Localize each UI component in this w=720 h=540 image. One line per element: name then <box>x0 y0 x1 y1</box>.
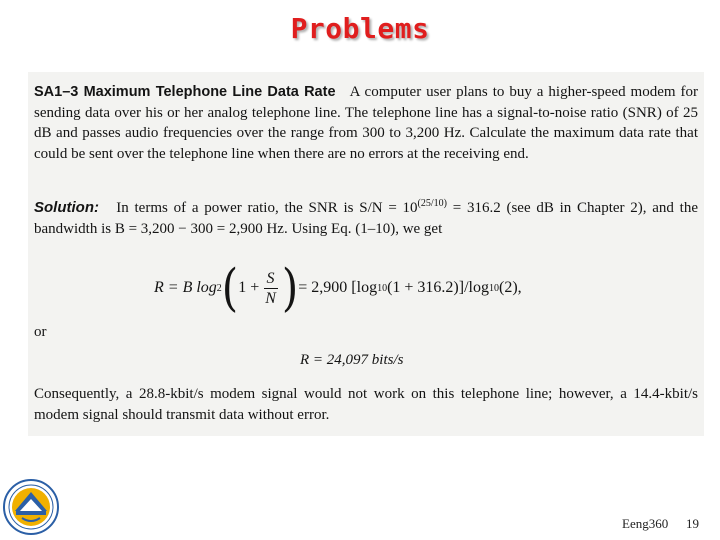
eq1-lhs-sub: 2 <box>216 282 222 294</box>
eq1-rhs-a: = 2,900 [log <box>298 279 378 296</box>
result-equation <box>300 352 403 369</box>
fraction-denominator: N <box>265 289 276 307</box>
problem-heading: SA1–3 Maximum Telephone Line Data Rate <box>34 84 336 100</box>
snr-fraction <box>262 269 279 308</box>
right-paren: ) <box>281 258 299 317</box>
eq1-rhs-sub2: 10 <box>488 282 499 294</box>
course-code: Eeng360 <box>622 516 669 531</box>
eq1-rhs-c: (2), <box>498 279 522 296</box>
university-seal-icon <box>2 478 60 536</box>
or-text: or <box>34 324 47 340</box>
solution-text-b: = 316.2 (see dB in Chapter 2), and the bandwidth is B = 3,200 − 300 = 2,900 Hz. Using Eq. (1–10), we get <box>34 200 698 237</box>
fraction-numerator: S <box>264 269 278 289</box>
solution-label: Solution: <box>34 199 99 216</box>
solution-text-a: In terms of a power ratio, the SNR is S/N = 10 <box>116 200 418 216</box>
capacity-equation <box>154 258 522 318</box>
eq1-rhs-b: (1 + 316.2)]/log <box>387 279 489 296</box>
problem-text: A computer user plans to buy a higher-speed modem for sending data over his or her analog telephone line. The telephone line has a signal-to-noise ratio (SNR) of 25 dB and passes audio frequencies over the range from 300 to 3,200 Hz. Calculate the maximum data rate that could be sent over the telephone line when there are no errors at the receiving end. <box>34 84 699 162</box>
scanned-problem <box>28 72 704 436</box>
left-paren: ( <box>221 258 239 317</box>
problem-statement <box>34 82 698 164</box>
solution-text <box>34 198 698 239</box>
conclusion-text: Consequently, a 28.8-kbit/s modem signal would not work on this telephone line; however, a 14.4-kbit/s modem signal should transmit data without error. <box>34 386 698 423</box>
eq1-rhs-sub1: 10 <box>377 282 388 294</box>
eq1-lhs: R = B log <box>154 279 217 296</box>
snr-exponent: (25/10) <box>417 198 447 209</box>
slide-title: Problems <box>290 12 430 45</box>
result-value: R = 24,097 bits/s <box>300 352 404 368</box>
eq1-one-plus: 1 + <box>238 279 260 296</box>
page-number: 19 <box>686 516 699 531</box>
